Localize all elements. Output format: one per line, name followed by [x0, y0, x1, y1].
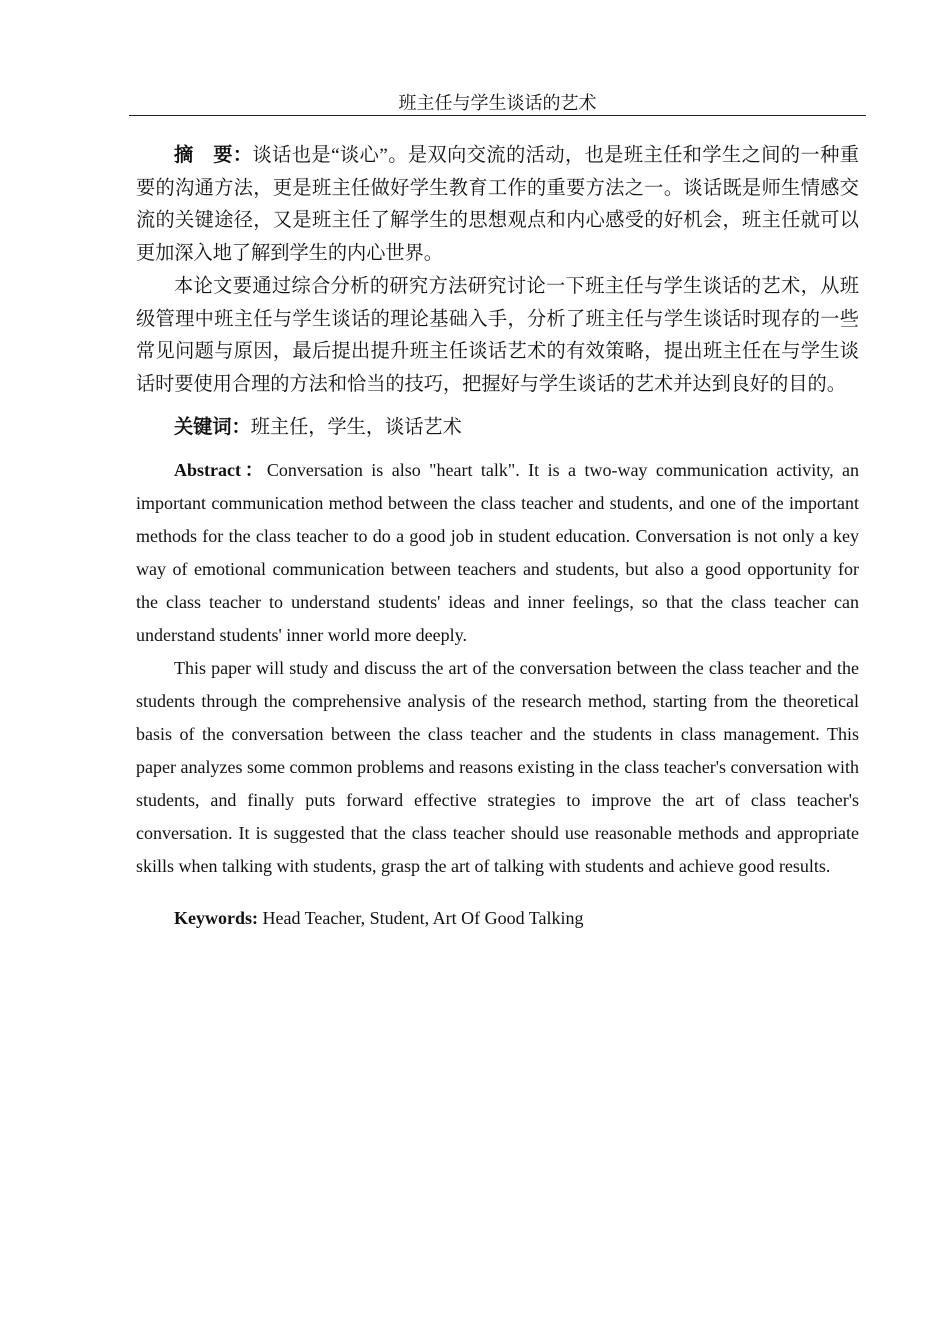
abstract-body: [136, 140, 859, 935]
keywords-zh-label: 关键词：: [174, 416, 251, 438]
keywords-zh: [136, 412, 859, 445]
abstract-en-paragraph-1: [136, 454, 859, 652]
abstract-en-paragraph-2: This paper will study and discuss the art of the conversation between the class teacher and the students through the comprehensive analysis of the research method, starting from the theoretical basis of the conversation between the class teacher and the students in class management. This paper analyzes some common problems and reasons existing in the class teacher's conversation with students, and finally puts forward effective strategies to improve the art of class teacher's conversation. It is suggested that the class teacher should use reasonable methods and appropriate skills when talking with students, grasp the art of talking with students and achieve good results.: [136, 658, 859, 877]
abstract-en-label: Abstract：: [174, 460, 267, 481]
abstract-zh-label: 摘 要：: [174, 145, 253, 166]
keywords-zh-text: 班主任，学生，谈话艺术: [250, 416, 462, 438]
running-header: 班主任与学生谈话的艺术: [398, 93, 597, 113]
abstract-zh-paragraph-1: [136, 140, 859, 271]
keywords-en-label: Keywords:: [174, 908, 258, 929]
keywords-en-text: Head Teacher, Student, Art Of Good Talking: [258, 908, 584, 929]
abstract-zh-text-1: 谈话也是“谈心”。是双向交流的活动，也是班主任和学生之间的一种重要的沟通方法，更是班主任做好学生教育工作的重要方法之一。谈话既是师生情感交流的关键途径，又是班主任了解学生的思想观点和内心感受的好机会，班主任就可以更加深入地了解到学生的内心世界。: [136, 145, 860, 265]
keywords-en: [136, 902, 859, 935]
abstract-en-text-1: Conversation is also "heart talk". It is a two-way communication activity, an important communication method between the class teacher and students, and one of the important methods for the class teacher to do a good job in student education. Conversation is not only a key way of emotional communication between teachers and students, but also a good opportunity for the class teacher to understand students' ideas and inner feelings, so that the class teacher can understand students' inner world more deeply.: [136, 460, 860, 646]
abstract-zh-paragraph-2: 本论文要通过综合分析的研究方法研究讨论一下班主任与学生谈话的艺术，从班级管理中班主任与学生谈话的理论基础入手，分析了班主任与学生谈话时现存的一些常见问题与原因，最后提出提升班主任谈话艺术的有效策略，提出班主任在与学生谈话时要使用合理的方法和恰当的技巧，把握好与学生谈话的艺术并达到良好的目的。: [136, 275, 859, 395]
header-rule: [129, 115, 866, 116]
